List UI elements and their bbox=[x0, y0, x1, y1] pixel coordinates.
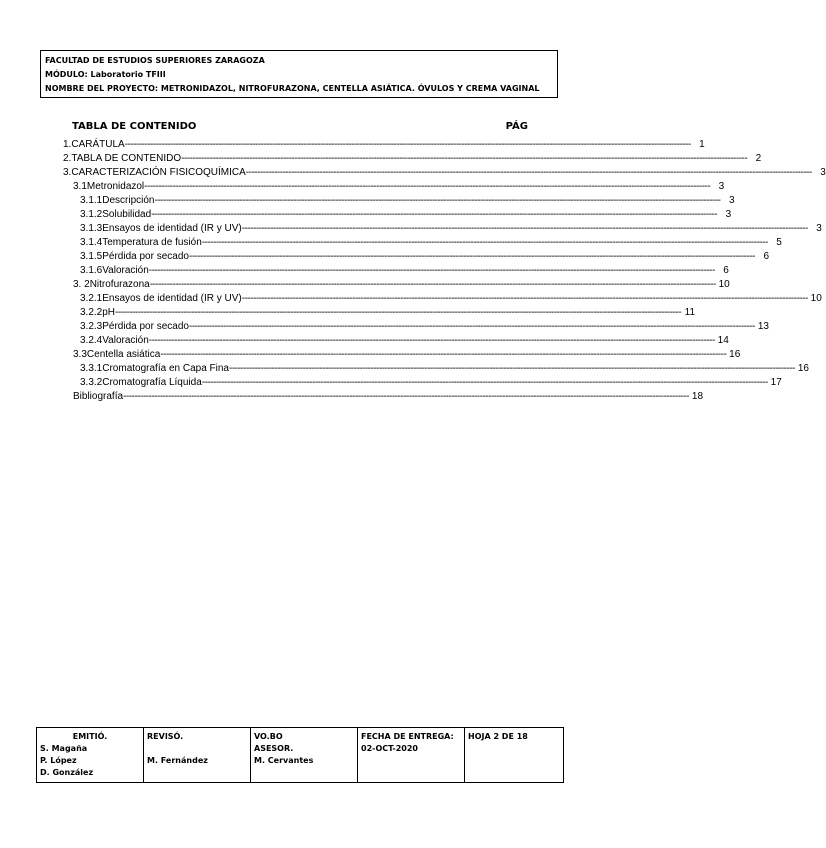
reviso-name: M. Fernández bbox=[147, 756, 208, 765]
toc-entry-page: 2 bbox=[755, 153, 762, 164]
toc-entry-page: 11 bbox=[684, 307, 696, 318]
toc-entry-title: TABLA DE CONTENIDO bbox=[71, 153, 182, 164]
toc-entry-page: 13 bbox=[757, 321, 769, 332]
toc-entry-title: Valoración bbox=[102, 335, 149, 346]
toc-entry-page: 3 bbox=[718, 181, 725, 192]
toc-dot-leader: -------------------------------------------------------------------------------------------------------------------------------------------------------------------------------------------------------- bbox=[144, 181, 711, 192]
toc-entry bbox=[80, 306, 696, 320]
fecha-value: 02-OCT-2020 bbox=[361, 744, 418, 753]
toc-entry bbox=[73, 180, 725, 194]
reviso-cell bbox=[144, 728, 251, 783]
toc-entry-title: Metronidazol bbox=[86, 181, 145, 192]
toc-entry bbox=[80, 292, 822, 306]
toc-entry-page: 5 bbox=[776, 237, 782, 248]
toc-dot-leader: -------------------------------------------------------------------------------------------------------------------------------------------------------------------------------------------------------- bbox=[148, 335, 715, 346]
toc-dot-leader: -------------------------------------------------------------------------------------------------------------------------------------------------------------------------------------------------------- bbox=[115, 307, 682, 318]
toc-entry bbox=[73, 390, 704, 404]
toc-dot-leader: -------------------------------------------------------------------------------------------------------------------------------------------------------------------------------------------------------- bbox=[241, 223, 808, 234]
toc-entry-title: Pérdida por secado bbox=[102, 251, 189, 262]
toc-entry-page: 14 bbox=[717, 335, 729, 346]
toc-entry-page: 17 bbox=[770, 377, 782, 388]
toc-dot-leader: -------------------------------------------------------------------------------------------------------------------------------------------------------------------------------------------------------- bbox=[228, 363, 795, 374]
toc-entry-page: 18 bbox=[691, 391, 704, 402]
faculty-name: FACULTAD DE ESTUDIOS SUPERIORES ZARAGOZA bbox=[45, 56, 265, 65]
toc-entry-title: Valoración bbox=[102, 265, 149, 276]
toc-entry-number: 3.3 bbox=[73, 349, 87, 360]
vobo-name: M. Cervantes bbox=[254, 756, 314, 765]
reviso-label: REVISÓ. bbox=[147, 732, 184, 741]
toc-entry-title: Descripción bbox=[102, 195, 155, 206]
toc-entry bbox=[80, 222, 822, 236]
toc-entry-page: 6 bbox=[763, 251, 769, 262]
emitio-label: EMITIÓ. bbox=[72, 732, 108, 741]
toc-dot-leader: -------------------------------------------------------------------------------------------------------------------------------------------------------------------------------------------------------- bbox=[241, 293, 808, 304]
toc-entry-number: 3.1.5 bbox=[80, 251, 103, 262]
toc-dot-leader: -------------------------------------------------------------------------------------------------------------------------------------------------------------------------------------------------------- bbox=[151, 209, 718, 220]
toc-entry-title: CARÁTULA bbox=[71, 139, 125, 150]
toc-dot-leader: -------------------------------------------------------------------------------------------------------------------------------------------------------------------------------------------------------- bbox=[188, 251, 755, 262]
toc-entry-number: 3.1.3 bbox=[80, 223, 103, 234]
toc-dot-leader: -------------------------------------------------------------------------------------------------------------------------------------------------------------------------------------------------------- bbox=[149, 279, 716, 290]
vobo-label: VO.BO bbox=[254, 732, 283, 741]
toc-entry-number: 3.1.1 bbox=[80, 195, 103, 206]
toc-dot-leader: -------------------------------------------------------------------------------------------------------------------------------------------------------------------------------------------------------- bbox=[124, 139, 691, 150]
toc-entry-page: 3 bbox=[820, 167, 826, 178]
toc-dot-leader: -------------------------------------------------------------------------------------------------------------------------------------------------------------------------------------------------------- bbox=[154, 195, 721, 206]
toc-entry bbox=[80, 208, 732, 222]
toc-entry bbox=[73, 348, 741, 362]
toc-entry-title: Ensayos de identidad (IR y UV) bbox=[102, 293, 242, 304]
toc-entry-number: 3. bbox=[63, 167, 72, 178]
toc-entry-page: 10 bbox=[810, 293, 822, 304]
toc-dot-leader: -------------------------------------------------------------------------------------------------------------------------------------------------------------------------------------------------------- bbox=[123, 391, 690, 402]
toc-entry bbox=[80, 236, 782, 250]
toc-entry-title: Bibliografía bbox=[73, 391, 124, 402]
project-line bbox=[45, 82, 553, 96]
toc-entry-title: Ensayos de identidad (IR y UV) bbox=[102, 223, 242, 234]
toc-entry-title: Cromatografía en Capa Fina bbox=[102, 363, 229, 374]
hoja-cell bbox=[465, 728, 564, 783]
document-header bbox=[40, 50, 558, 98]
toc-dot-leader: -------------------------------------------------------------------------------------------------------------------------------------------------------------------------------------------------------- bbox=[201, 377, 768, 388]
toc-dot-leader: -------------------------------------------------------------------------------------------------------------------------------------------------------------------------------------------------------- bbox=[148, 265, 715, 276]
signature-table bbox=[36, 727, 564, 783]
toc-entry-number: 2. bbox=[63, 153, 72, 164]
toc-entry-number: 3.1.4 bbox=[80, 237, 103, 248]
toc-dot-leader: -------------------------------------------------------------------------------------------------------------------------------------------------------------------------------------------------------- bbox=[160, 349, 727, 360]
toc-entry-number: 3.2.4 bbox=[80, 335, 103, 346]
toc-entry-number: 3.3.2 bbox=[80, 377, 103, 388]
toc-entry bbox=[80, 376, 782, 390]
toc-entry-page: 16 bbox=[797, 363, 809, 374]
toc-entry-page: 10 bbox=[718, 279, 730, 290]
toc-entry bbox=[80, 334, 729, 348]
toc-entry-title: Solubilidad bbox=[102, 209, 152, 220]
project-value: METRONIDAZOL, NITROFURAZONA, CENTELLA ASIÁTICA. ÓVULOS Y CREMA VAGINAL bbox=[160, 84, 540, 93]
hoja-label: HOJA 2 DE 18 bbox=[468, 732, 528, 741]
toc-entry-number: 3.1.2 bbox=[80, 209, 103, 220]
module-line bbox=[45, 68, 553, 82]
toc-entry-number: 1. bbox=[63, 139, 72, 150]
toc-entry-page: 3 bbox=[816, 223, 822, 234]
emitio-cell bbox=[37, 728, 144, 783]
emitio-name: P. López bbox=[40, 756, 77, 765]
vobo-sub: ASESOR. bbox=[254, 744, 294, 753]
toc-dot-leader: -------------------------------------------------------------------------------------------------------------------------------------------------------------------------------------------------------- bbox=[201, 237, 768, 248]
toc-entry-number: 3.1.6 bbox=[80, 265, 103, 276]
toc-entry-title: Temperatura de fusión bbox=[102, 237, 202, 248]
module-label: MÓDULO: bbox=[45, 70, 88, 79]
toc-entry bbox=[73, 278, 730, 292]
toc-dot-leader: -------------------------------------------------------------------------------------------------------------------------------------------------------------------------------------------------------- bbox=[245, 167, 812, 178]
toc-entry-title: Nitrofurazona bbox=[89, 279, 150, 290]
toc-page-header: PÁG bbox=[505, 121, 528, 132]
vobo-cell bbox=[251, 728, 358, 783]
toc-entry-title: Centella asiática bbox=[86, 349, 161, 360]
fecha-cell bbox=[358, 728, 465, 783]
toc-entry-page: 3 bbox=[725, 209, 732, 220]
toc-entry bbox=[80, 320, 769, 334]
project-label: NOMBRE DEL PROYECTO: bbox=[45, 84, 159, 93]
toc-entry-number: 3.2.3 bbox=[80, 321, 103, 332]
toc-entry-page: 3 bbox=[728, 195, 735, 206]
toc-entry bbox=[63, 166, 826, 180]
emitio-name: D. González bbox=[40, 768, 94, 777]
toc-entry-title: pH bbox=[102, 307, 116, 318]
toc-heading bbox=[72, 121, 528, 132]
toc-entry-page: 16 bbox=[729, 349, 741, 360]
toc-dot-leader: -------------------------------------------------------------------------------------------------------------------------------------------------------------------------------------------------------- bbox=[181, 153, 748, 164]
toc-entry bbox=[63, 138, 705, 152]
toc-dot-leader: -------------------------------------------------------------------------------------------------------------------------------------------------------------------------------------------------------- bbox=[188, 321, 755, 332]
toc-entry-number: 3.3.1 bbox=[80, 363, 103, 374]
toc-entry-title: CARACTERIZACIÓN FISICOQUÍMICA bbox=[71, 167, 246, 178]
toc-entry-page: 1 bbox=[699, 139, 705, 150]
toc-entry bbox=[80, 362, 809, 376]
fecha-label: FECHA DE ENTREGA: bbox=[361, 732, 454, 741]
toc-entry bbox=[80, 264, 729, 278]
emitio-name: S. Magaña bbox=[40, 744, 88, 753]
toc-entry-number: 3.2.1 bbox=[80, 293, 103, 304]
toc-entry-title: Cromatografía Líquida bbox=[102, 377, 202, 388]
toc-entry-page: 6 bbox=[723, 265, 729, 276]
toc-entry-number: 3.1 bbox=[73, 181, 87, 192]
toc-entry-title: Pérdida por secado bbox=[102, 321, 189, 332]
toc-entry bbox=[80, 250, 769, 264]
module-value: Laboratorio TFIII bbox=[90, 70, 166, 79]
toc-entry-number: 3. 2 bbox=[73, 279, 90, 290]
toc-title: TABLA DE CONTENIDO bbox=[72, 121, 197, 132]
toc-entry-number: 3.2.2 bbox=[80, 307, 103, 318]
toc-entry bbox=[80, 194, 735, 208]
toc-entry bbox=[63, 152, 762, 166]
